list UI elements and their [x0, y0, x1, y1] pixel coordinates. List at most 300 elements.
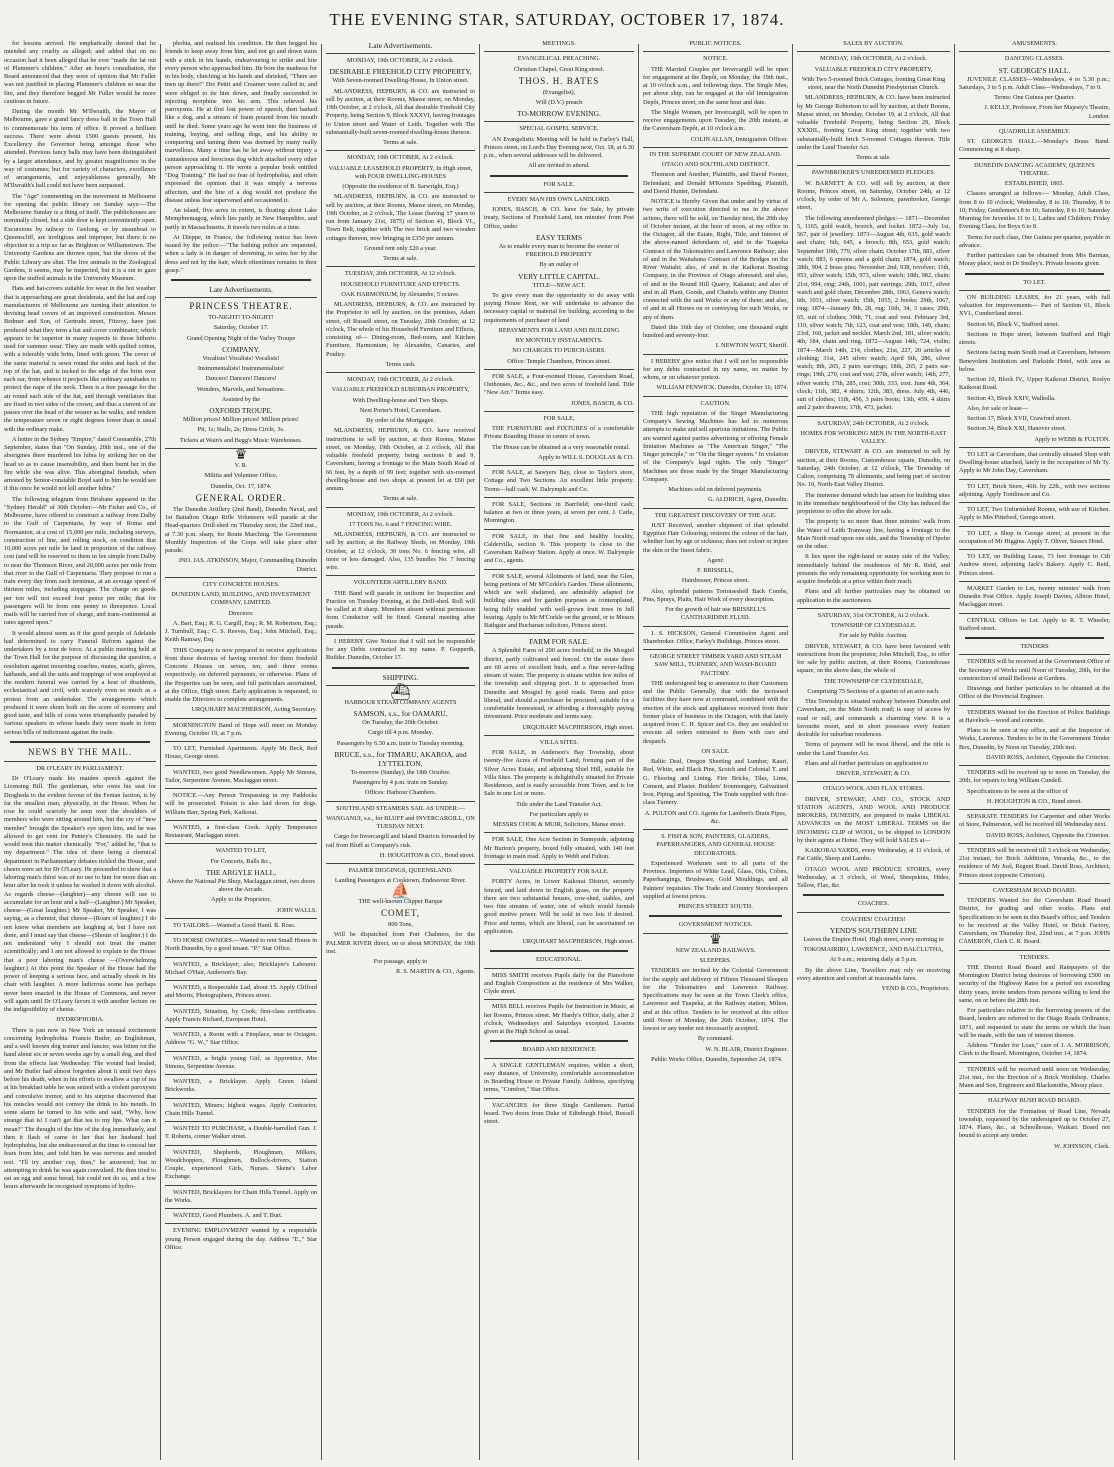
divider: [165, 820, 317, 821]
ad-body: A Splendid Farm of 200 acres freehold, in the Mosgiel district, partly cultivated and fenced. On the estate there are 60 acres of excellent bush, and a fine never-failing stream of water. The property is situate within few miles of the township and shipping port. It is approached from Dunedin and Mosgiel by good roads. Terms and price liberal, and should a purchaser be procured, suitable for a comfortable homestead, or affording a thoroughly paying investment. Price moderate and terms easy.: [484, 647, 634, 721]
ad-body: THIS Company is now prepared to receive applications from those desirous of having erected for them freehold Concrete Houses on seven, ten, and three rooms respectively, on deferred payments, or otherwise. Plans of the Properties can be seen, and full particulars ascertained, at the Office, High street. Early application is requested, to enable the Directors to complete arrangements.: [165, 646, 317, 703]
ad-title: VALUABLE FREEHOLD CITY PROPERTY,: [814, 65, 933, 73]
ad-line: Landing Passengers at Cooktown, Endeavour River.: [334, 877, 467, 885]
ad-title: S. FISH & SON, PAINTERS, GLAZIERS, PAPERHANGERS, AND GENERAL HOUSE DECORATORS.: [656, 833, 775, 857]
classified-ad: A SINGLE GENTLEMAN requires, within a short, easy distance, of University, comfortable accommodation in Boarding House or Private Family. Address, specifying terms, "Comfort," Star Office.: [484, 1061, 634, 1094]
subheading: HYDROPHOBIA.: [56, 1016, 104, 1024]
ad-body: This Township is situated midway between Dunedin and Caversham, on the Main South road; is easy of access by road or rail, and commands a charming view. It is a favourite resort, and in short possesses every feature desirable for suburban residences.: [797, 698, 950, 738]
ad-line: Passengers by 6.30 a.m. train to Tuesday morning.: [336, 739, 465, 747]
divider: [959, 549, 1110, 550]
ad-line: COMPANY.: [222, 344, 260, 354]
ad-line: V. R.: [234, 462, 248, 469]
classified-ad: ON BUILDING LEASES, for 21 years, with full valuation for improvements— Part of Section 61, Block XVI., Cumberland street.: [959, 293, 1110, 318]
divider: [165, 718, 317, 719]
ad-body: TENDERS Wanted for the Caversham Road Board District, for grading and other works. Plans and Specifications to be seen in this Board's office, and Tenders to be received at the Valley Hotel, or Brick Factory, Caversham, on Thursday first, 22nd inst., at 7 p.m. JOHN CAMERON, Clerk C. R. Board.: [959, 897, 1110, 946]
classified-ad: NOTICE.—Any Person Trespassing in my Paddocks will be prosecuted. Poison is also laid down for dogs. William Barr, Spring Park, Kaikorai.: [165, 792, 317, 816]
section-heading: TENDERS: [1020, 643, 1049, 650]
ad-line: As to enable every man to become the owner of FREEHOLD PROPERTY: [498, 242, 620, 258]
divider: [165, 1121, 317, 1122]
column-2: [161, 40, 321, 1460]
ad-body: THE Married Couples per Invercargill will be open for engagement at the Depôt, on Monday, the 19th inst., at 10 o'clock a.m., and following days. The Single Men, per above ship, can be engaged at the old Immigration Depôt, Princes street, on the same hour and date.: [643, 65, 788, 106]
ad-body: THE Band will parade in uniform for Inspection and Practice on Tuesday Evening, at the Drill-shed. Roll will be called at 8 sharp. Members absent without permission from Conductor will be fined. General meeting after parade.: [326, 589, 475, 630]
ad-body: Baltic Deal, Oregon Sheeting and Lumber, Kauri, Red, White, and Black Pine, Scotch and Colonial T. and G. Flooring and Lining. Fire Bricks, Tiles, Lime, Cement, and Plaster. Builders' Ironmongery, Galvanised Iron, Piping, and Spouting. The Trade supplied with first-class Turnery.: [643, 758, 788, 807]
ad-body: MLANDRESS, HEPBURN, & CO. are instructed to sell by auction, at the Railway Sheds, on Monday, 19th October, at 12 o'clock, 30 tons No. 6 fencing wire, all more or less damaged. Also, 135 bundles No. 7 fencing wire.: [326, 531, 475, 571]
divider: [797, 51, 950, 52]
classified-ad: MORNINGTON Band of Hope will meet on Monday Evening, October 19, at 7 p.m.: [165, 721, 317, 737]
ad-line: Saturday, October 17.: [213, 324, 269, 332]
ad-title: TOKOMAIRIRO, LAWRENCE, AND BALCLUTHA,: [803, 946, 944, 953]
divider: [484, 999, 634, 1000]
divider: [484, 1098, 634, 1099]
divider: [643, 829, 788, 830]
ad-line: Tickets at Wain's and Begg's Music Warehouses.: [179, 436, 303, 444]
classified-ad: Section 10, Block IV., Upper Kaikorai District, Roslyn Kaikorai Road.: [959, 376, 1110, 392]
ad-line: ON SALE.: [701, 747, 730, 755]
divider: [165, 843, 317, 844]
ad-signature: JNO. JAS. ATKINSON, Major, Commanding Dunedin District.: [178, 557, 317, 573]
divider: [490, 1040, 628, 1042]
ad-title: THE ARGYLE HALL,: [205, 867, 277, 877]
classified-ad: TO LET, Brick Store, 46ft. by 22ft., with two sections adjoining. Apply Tomlinson and Co.: [959, 482, 1110, 498]
ad-line: Comprising 75 Sections of a quarter of an acre each.: [807, 687, 940, 695]
ad-signature: Apply to WEBB & FULTON.: [1034, 435, 1110, 443]
divider: [326, 266, 475, 267]
column-5: [639, 40, 792, 1460]
divider: [484, 465, 634, 466]
classified-ad: WANTED, two good Needlewomen. Apply Mr Simons, Tailor, Serpentine Avenue, Maclaggan street.: [165, 768, 317, 784]
ad-line: F. BRISSELL,: [697, 567, 734, 574]
ad-title: CITY CONCRETE HOUSES.: [202, 580, 280, 588]
ad-title: COACHES! COACHES!: [841, 915, 906, 923]
ad-line: Terms at sale.: [383, 255, 418, 262]
ad-body: THE undersigned beg to announce to their Customers and the Public Generally, that with the increased facilities they have now at command, combined with the erection of the stock and appliances received from their former place of business in the Octagon, with that lately acquired from C. H. Spicer and Co. they are enabled to execute all orders entrusted to them with care and despatch.: [643, 679, 788, 745]
divider: [490, 950, 628, 952]
ad-line: At 9 a.m.; returning daily at 5 p.m.: [829, 956, 918, 964]
divider: [484, 633, 634, 634]
classified-ad: FOR SALE, in that fine and healthy locality, Caldervilla, section 9. This property is close to the Caversham Railway Station. Apply at once. W. Dalrymple and Co., agents.: [484, 532, 634, 565]
divider: [484, 497, 634, 498]
ad-title: EASY TERMS: [535, 232, 583, 242]
divider: [959, 705, 1110, 706]
ad-line: With Dwelling-house and Two Shops.: [352, 396, 449, 404]
article-paragraph: It would almost seem as if the good people of Adelaide had determined to carry Funeral Reform against the undertakers by a tour de force. At a public meeting held at the Town Hall for the purpose of discussing the question, a resolution against mourning coaches, mutes, scarfs, gloves, hatbands, and all the suits and trappings of woe employed at the modern funeral was carried by a host of dissidents, ecclesiastical and civil, with scarcely even so much as a protest from an undertaker. The arrangements which produced it were shorn both on the score of economy and good taste, and bills of costs were triumphantly paraded by various speakers in whose hands they were made to form serious bills of indictment against the trade.: [4, 629, 156, 736]
column-4: [480, 40, 638, 1460]
article-paragraph: Dr O'Leary made his maiden speech against the Licensing Bill. The gentleman, who owes his seat for Drogheda to the evident favour of the Fenian faction, is by far the smallest man, physically, in the House. When he rose he could scarcely be seen over the shoulders of members who were sitting around him, but the cry of "new member" brought the Speaker's eye upon him, and he was allowed to get vent for Pentey's Chemistry. He said he would treat this matter chemically. "For," added he, "that is my department." The idea of there being a chemical department in Parliamentary debates tickled the House, and cheers were set for Dr O'Leary. He proceeded to show that a laboring man's thirst was of no use to him for more than an hour after he took it unless he washed it down with alcohol. As regards cheese—(laughter)—any cheese will use to accumulate for an hour and a half—(Laughter.) Mr Speaker, cheese—(Great laughter.) Mr Speaker, Mr Speaker, I was saying, as a chemist, that cheese—(Roars of laughter.) I do not know what members are laughing at, but I have not done, and I must say that cheese—(Shouts of laughter.) I do not understand why I should not treat the matter scientifically; and I am not allowed to explain to the House that a poor laboring man's cheese —(Overwhelming laughter.) At this point the Speaker of the House had the power of keeping a serious face, and actually shook in his chair with laughter. A more ludicrous scene has perhaps never been enacted in the House of Commons, and never will again until Dr O'Leary favors it with another lecture on the indigestibility of cheese.: [4, 775, 156, 1013]
divider: [959, 158, 1110, 159]
ad-line: MONDAY, 19th OCTOBER, At 2 o'clock.: [819, 55, 928, 63]
ad-signature: WILLIAM FENWICK. Dunedin, October 16, 1874.: [656, 384, 788, 392]
ad-body: The Single Women, per Invercargill, will be open to receive engagements upon Tuesday, the 20th instant, at the Caversham Depôt, at 10 o'clock a.m.: [643, 108, 788, 133]
ad-line: For sale by Public Auction.: [839, 632, 908, 640]
column-6: [793, 40, 954, 1460]
divider: [165, 933, 317, 934]
ad-title: REPAYMENTS FOR LAND AND BUILDING: [498, 326, 620, 334]
ad-title: THE GREATEST DISCOVERY OF THE AGE.: [654, 511, 777, 519]
ad-body: THE high reputation of the Singer Manufacturing Company's Sewing Machines has led to numerous attempts to make and sell spurious imitations. The Public are warned against parties advertising or offering Female Imitation Machines as "The American Singer," "The Singer principle," or "On the Singer system." In violation of the Company's legal rights. The only "Singer" Machines are those made by the Singer Manufacturing Company.: [643, 409, 788, 483]
divider: [959, 51, 1110, 52]
ad-body: The property is no more than three minutes' walk from the Water of Leith Tramway line, having a frontage to the Main North road upon one side, and the Township of Opoho on the other.: [797, 518, 950, 550]
ad-body: THE FURNITURE and FIXTURES of a comfortable Private Boarding House in centre of town.: [484, 425, 634, 441]
ad-title: THOS. H. BATES: [518, 75, 600, 86]
ad-title: VALUABLE FREEHOLD SUBURBAN PROPERTY,: [331, 386, 470, 394]
article-paragraph: The following telegram from Brisbane appeared in the "Sydney Herald" of 30th October:—Mr Fisher and Co., of Melbourne, have offered to construct a railway from Dalby to the Gulf of Carpentaria, by way of Roma and Normanton, at a cost of 15,000 per mile, including surveys, construction of line, and rolling stock, on condition that 10,000 acres per mile be land in proportion of the railway cost (and will be reserved to them in fee simple from Dalby to near the Thomson River, and 20,000 acres per mile from that river to the Gulf of Carpentaria. They propose to run a train every day from each terminus, at an average speed of thirteen miles, including stoppages. The charge on goods per ton will not exceed four pence per mile; that for passengers will be from one penny to threepence. Local mails will be carried free of charge, and trans-continental at rates agreed upon.": [4, 495, 156, 627]
ad-title: SPECIAL GOSPEL SERVICE.: [519, 125, 599, 133]
classified-ad: I HEREBY Give Notice that I will not be responsible for any Debts contracted in my name. P. Gopperth, Builder. Dunedin, October 17.: [326, 637, 475, 662]
ad-line: With Seven-roomed Dwelling-House, In Union street.: [332, 77, 469, 85]
ad-line: THE well-known Clipper Barque: [358, 897, 443, 905]
divider: [797, 912, 950, 913]
divider: [10, 741, 150, 743]
divider: [643, 354, 788, 355]
ad-line: NO CHARGES TO PURCHASERS.: [512, 347, 606, 355]
divider: [165, 297, 317, 298]
ad-line: Agent:: [706, 556, 725, 564]
ad-line: (Opposite the residence of B. Sarwright, Esq.): [342, 183, 459, 190]
ad-line: By an outlay of: [539, 261, 579, 269]
ad-signature: I. NEWTON WATT, Sheriff.: [715, 342, 788, 350]
ad-title: SAMSON, s.s., for OAMARU,: [353, 709, 448, 718]
classified-ad: FOR SALE, at Sawyers Bay, close to Taylor's store, Cottage and Two Sections. An excellent little property. Terms—half cash. W. Dalrymple and Co.: [484, 469, 634, 493]
divider: [326, 801, 475, 802]
divider: [165, 1074, 317, 1075]
ad-line: Title under the Land Transfer Act.: [516, 800, 602, 808]
divider: [326, 372, 475, 373]
divider: [959, 883, 1110, 884]
ad-title: HOUSEHOLD FURNITURE AND EFFECTS.: [340, 280, 461, 288]
divider: [965, 637, 1104, 639]
divider: [165, 980, 317, 981]
article-paragraph: At Dieppe, in France, the following notice has been issued by the police:—"The bathing police are requested, when a lady is in danger of drowning, to seize her by the dress and not by the hair, which oftentimes remains in their grasp.": [165, 233, 317, 274]
ad-signature: H. HOUGHTON & CO., Bond street.: [379, 851, 475, 859]
ad-line: TUESDAY, 20th OCTOBER, At 12 o'clock.: [344, 270, 457, 278]
divider: [643, 626, 788, 627]
article-paragraph: for lessons arrived. He emphatically denied that he intended any cruelty as alleged; and added that on no occasion had it been alleged that he ever "made the fat out of Plummer's children." After an hour's consultation, the Board announced that they were of opinion that Mr Fuller was not justified in placing Plummer's children so near the fire, and they therefore begged Mr Fuller would be more cautious in future.: [4, 40, 156, 105]
divider: [165, 1145, 317, 1146]
ad-line: By command.: [697, 1035, 734, 1043]
divider: [165, 1004, 317, 1005]
ad-line: Million prices! Million prices! Million prices!: [183, 416, 299, 423]
section-heading: SALES BY AUCTION.: [843, 40, 904, 47]
ad-line: Terms at sale.: [383, 139, 418, 146]
ad-body: THE District Road Board and Ratepayers of the Mornington District being desirous of borrowing £500 on security of the Highway Rates for a period not exceeding thirty years, invite tenders from persons willing to lend the same, on or before the 28th inst.: [959, 963, 1110, 1004]
classified-ad: Section 43, Block XXIV, Walholla.: [967, 394, 1056, 402]
ad-signature: DAVID ROSS, Architect, Opposite the Criterion.: [985, 831, 1110, 839]
ad-title: IN THE SUPREME COURT OF NEW ZEALAND.: [649, 150, 782, 158]
divider: [326, 53, 475, 54]
classified-ad: TO HORSE OWNERS.—Wanted to rent Small House in North Dunedin, by a good tenant. "P." Star Office.: [165, 937, 317, 953]
ad-body: Address "Tender for Loan," care of J. A. MORRISON, Clerk to the Board. Mornington, October 14, 1874.: [959, 1042, 1110, 1058]
divider: [797, 416, 950, 417]
classified-ad: WANTED, a Room with a Fireplace, near to Octagon. Address "G. W.," Star Office.: [165, 1031, 317, 1047]
ad-line: Ground rent only £20 a year.: [364, 244, 437, 252]
ad-line: WANGANUI, s.s., for BLUFF and INVERCARGILL, ON TUESDAY NEXT.: [326, 814, 475, 830]
steamship-icon: ⛴: [390, 683, 411, 701]
classified-ad: MISS BELL receives Pupils for Instruction in Music, at her Rooms, Princes street. Mr Hardy's Office, daily, after 2 o'clock, Wednesdays and Saturdays excepted. Lessons given at the High School as usual.: [484, 1003, 634, 1035]
ad-line: TITLE—NEW ACT.: [532, 281, 586, 289]
ad-body: Specifications to be seen at the office of: [967, 787, 1068, 795]
ad-line: Passengers by 4 p.m. train on Sunday.: [352, 779, 449, 786]
ad-signature: DAVID ROSS, Architect, Opposite the Criterion.: [985, 753, 1110, 761]
ad-body: TENDERS will be received up to noon on Tuesday, the 20th, for repairs to brig William Cundell.: [959, 769, 1110, 785]
divider: [165, 1208, 317, 1209]
classified-ad: TO LET, Two Unfurnished Rooms, with use of Kitchen. Apply to Mrs Pitteford, George street.: [959, 506, 1110, 522]
ad-title: HOMES FOR WORKING MEN IN THE NORTH-EAST VALLEY.: [800, 429, 947, 445]
article-paragraph: During the month Mr M'Ilwraith, the Mayor of Melbourne, gave a grand fancy dress ball in the Town Hall to commemorate his term of office. It proved a brilliant success. There were about 1500 guests present, his Excellency the Governor being amongst those who attended. Previous fancy balls may have been distinguished by a larger attendance, and by greater magnificence in the way of costumes; but for variety of characters, excellence of arrangements, and enjoyableness generally, Mr M'Ilwraith's ball could not have been surpassed.: [4, 108, 156, 190]
divider: [165, 918, 317, 919]
ad-body: It lies upon the right-hand or sunny side of the Valley, immediately behind the residences of Mr R. Reid, and presents the only remaining opportunity for working men to acquire freeholds at a price within their reach.: [797, 553, 950, 585]
ad-body: Drawings and further particulars to be obtained at the Office of the Provincial Engineer.: [959, 685, 1110, 701]
ad-body: DRIVER, STEWART, & CO. have been favoured with instructions from the proprietor, John Mitchell, Esq., to offer for sale by public auction, at their Rooms, Customhouse square, on the above date, the whole of: [797, 642, 950, 675]
ad-title: ST. GEORGE'S HALL.: [998, 65, 1071, 75]
ad-line: TO-NIGHT! TO-NIGHT!: [208, 314, 274, 321]
ad-line: Pit, 1s; Stalls, 2s; Dress Circle, 3s.: [197, 426, 285, 434]
ad-line: Next Porter's Hotel, Caversham.: [359, 406, 442, 414]
ad-body: MLANDRESS, HEPBURN, & CO. have received instructions to sell by auction, at their Rooms, Manse street, on Monday, 19th October, at 2 o'clock, All that valuable freehold property, being sections 8 and 9, Caversham, having a frontage to the Main South Road of 66 feet, by a depth of 99 feet; together with six-roomed dwelling-house and two shops at present let at £60 per annum.: [326, 427, 475, 492]
classified-ad: WANTED, a first-class Cook. Apply Temperance Restaurant, Maclaggan street.: [165, 823, 317, 839]
ad-body: MLANDRESS, HEPBURN, & CO. are instructed to sell by auction, at their Rooms, Manse street, on Monday, 19th October, at 2 o'clock, All that desirable Freehold City Property, being Section 9, Block XXXVI, having frontages to Union street and Water of Leith. Together with The substantially-built seven-roomed dwelling-house thereon.: [326, 87, 475, 136]
divider: [165, 741, 317, 742]
ad-body: DRIVER, STEWART & CO. are instructed to sell by auction, at their Rooms, Customhouse square, Dunedin, on Saturday, 24th October, at 12 o'clock, The Township of Calton, comprising 78 allotments, and being part of section No. 10, North-East Valley District.: [797, 448, 950, 489]
ad-signature: W. N. BLAIR, District Engineer.: [705, 1045, 788, 1053]
divider: [959, 809, 1110, 810]
ad-body: TENDERS Wanted for the Erection of Police Buildings at Havelock—wood and concrete.: [959, 708, 1110, 724]
ad-title: GEORGE STREET TIMBER YARD AND STEAM SAW MILL, TURNERY, AND WASH-BOARD FACTORY.: [649, 653, 782, 677]
divider: [959, 502, 1110, 503]
ad-title: HARBOUR STEAM COMPANY AGENTS: [344, 698, 457, 706]
classified-ad: WANTED, a Bricklayer. Apply Green Island Brickworks.: [165, 1078, 317, 1094]
classified-ad: FOR SALE, a Four-roomed House, Caversham Road, Outhouses, &c., &c., and two acres of freehold land. Title "New Act." Terms easy.: [484, 372, 634, 397]
ad-title: CAVERSHAM ROAD BOARD.: [992, 886, 1077, 894]
ad-signature: URQUHART MACPHERSON, High street.: [522, 938, 634, 945]
divider: [484, 51, 634, 52]
section-heading: NEWS BY THE MAIL.: [28, 746, 132, 757]
ad-body: The following unredeemed pledges:— 1871—December 5, 1165, gold watch, brooch, and locket. 1872—July 1st, 567, pair of jewellery. 1873—August 4th, 635, gold watch and chain; 6th, 645, a brooch; 8th, 653, gold watch; September 10th, 779, silver chain; October 17th, 881, silver watch; 883, 6 spoons and a gold chain; 1874, gold watch; 28th, 904, 2 brass pins; November 2nd, 938, revolver; 11th, 953, silver watch; 15th, 973, silver watch; 18th, 982, chain; 21st, 994, ring; 24th, 1001, pair earrings; 29th, 1017, silver watch and gold chain; December 28th, 1063, Geneva watch; 6th, 1031, silver watch; 15th, 1055, 2 books; 29th, 1067, ring; 1874—January 9th, 28, rug; 16th, 34, 3 cases; 29th, 65, suit of clothes; 30th, 71, coat and vest. February 3rd, 110, silver watch; 7th, 123, coat and vest; 18th, 149, chain; 23rd, 160, jacket and necklet. March 2nd, 181, silver watch; 4th, 184, chain and ring. 1872—August 14th, 724, violin; 1874—March 14th, 214, clothes; 21st, 227, 20 articles of clothing; 31st, 245 silver watch; April 9th, 286, silver watch; 8th, 265, 2 pairs ear-rings; 18th, 265, 2 pairs ear-rings; 19th, 270, coat and vest; 27th, silver watch; 14th, 277, silver watch; 17th, 285, cost; 30th, 333, cost. June 4th, 364, clock; 11th, 382, 4 shirts; 12th, 383, dress. July 4th, 446, suit of clothes; 11th, 456, 3 pairs boots; 13th, 459, 4 shirts and 2 pairs drawers; 17th, 473, jacket.: [797, 214, 950, 412]
classified-ad: Section 17, Block XVII, Crawford street.: [967, 415, 1071, 422]
ad-body: W. BARNETT & CO. will sell by auction, at their Rooms, Princes street, on Saturday, October 24th, at 12 o'clock, by order of Mr A. Solomon, pawnbroker, George street,: [797, 179, 950, 212]
ad-line: Militia and Volunteer Office,: [204, 472, 278, 480]
classified-ad: Section 66, Block V., Stafford street.: [967, 320, 1060, 328]
divider: [484, 369, 634, 370]
royal-crest-icon: ♛: [709, 932, 722, 948]
ad-title: QUADRILLE ASSEMBLY.: [999, 127, 1070, 135]
section-heading: SHIPPING.: [382, 672, 419, 682]
divider: [959, 1093, 1110, 1094]
section-heading: EDUCATIONAL.: [536, 956, 582, 964]
ad-signature: Apply to WILL S. DOUGLAS & CO.: [538, 453, 634, 461]
divider: [165, 577, 317, 578]
ad-title: VALUABLE PROPERTY FOR SALE.: [509, 868, 609, 875]
divider: [165, 1027, 317, 1028]
divider: [959, 447, 1110, 448]
ad-body: Plans to be seen at my office, and at the Inspector of Works, Lawrence. Tenders to be in the Government Tender Box, Dunedin, by Noon on Tuesday, 20th inst.: [959, 727, 1110, 751]
ad-body: KAIKORAI YARDS, every Wednesday, at 11 o'clock, of Fat Cattle, Sheep and Lambs.: [797, 847, 950, 863]
divider: [959, 290, 1110, 291]
classified-ad: WANTED, Miners; highest wages. Apply Contractor, Chain Hills Tunnel.: [165, 1101, 317, 1117]
divider: [959, 950, 1110, 951]
ad-line: For Concerts, Balls &c.,: [210, 857, 272, 865]
section-heading: GOVERNMENT NOTICES.: [678, 921, 753, 929]
classified-ad: Sections in Hope street, between Stafford and High streets.: [959, 330, 1110, 346]
ad-line: ESTABLISHED, 1865.: [1004, 180, 1065, 187]
ad-title: CAUTION.: [700, 399, 731, 407]
ad-body: Plans and all further particulars may be obtained on application to the auctioneers.: [797, 588, 950, 604]
divider: [959, 1062, 1110, 1063]
ad-body: A. Bart, Esq.; R. G. Cargill, Esq.; R. M. Robertson, Esq.; J. Turnbull, Esq.; C. S. Reeves, Esq.; John Mitchell, Esq.; Keith Ramsay, Esq.: [165, 619, 317, 644]
divider: [797, 781, 950, 782]
ad-body: JUST Received, another shipment of that splendid Egyptian Hair Colouring; restores the colour of the hair, whether lost by age or sickness; does not colour or injure the skin or the finest fabric.: [643, 521, 788, 554]
classified-ad: WANTED, a Respectable Lad, about 15. Apply Clifford and Morris, Photographers, Princes street.: [165, 984, 317, 1000]
divider: [484, 1058, 634, 1059]
section-heading: Late Advertisements.: [209, 285, 273, 294]
ad-title: PAWNBROKER'S UNREDEEMED PLEDGES.: [811, 169, 936, 177]
ad-body: The Dunedin Artillery (2nd Band), Dunedin Naval, and 1st Battalion Otago Rifle Volunteers will parade at the Head-quarters Drill-shed on Thursday next, the 22nd inst., at 7.30 p.m. sharp, for Route Marching. The Government Monthly Inspection of the Corps will take place after parade.: [165, 505, 317, 554]
ad-title: DUNEDIN LAND, BUILDING, AND INVESTMENT COMPANY, LIMITED.: [171, 591, 311, 607]
ad-line: Will (D.V.) preach: [535, 99, 583, 106]
section-heading: MEETINGS.: [542, 40, 576, 47]
divider: [165, 765, 317, 766]
ad-title: NEW ZEALAND RAILWAYS.: [675, 946, 756, 954]
ad-body: MLANDRESS, HEPBURN, & CO. have been instructed by Mr George Robertson to sell by auction, at their Rooms, Manse street, on Monday, October 19, at 2 o'clock, All that valuable Freehold Property, being Section 29, Block XXXIII., fronting Great King street; together with two substantially-built brick 5-roomed Cottages thereon. Title under the Land Transfer Act.: [797, 94, 950, 151]
divider: [326, 575, 475, 576]
article-paragraph: Hats and hat-covers suitable for wear in the hot weather that is approaching are great desiderata, and the hat and cap manufacturers of Melbourne are turning their attention to devising head covers of an improved construction. Messrs Bedmer and Son, of Gertrude street, Fitzroy, have just produced what they term a hat and cover combinator, which appears to be superior in many respects to those hitherto used for summer wear. They are made with quilted cotton, with a tolerably wide brim, lined with green. The cover of the same material is sewn round the sides and back of the top of the hat, and is tucked to the edge of the brim over each ear, from whence it projects like ordinary sunshades to protect the nape of the neck. There is a free passage for the air round each side of the hat, and through ventilators that are fixed in two sides of the crown, and thus a current of air passes over the head of the wearer as he walks, and renders the temperature seven or eight degrees lower than is usual with the ordinary make.: [4, 285, 156, 433]
ad-body: The immense demand which has arisen for building sites in the immediate neighbourhood of the City has induced the proprietors to offer the above for sale.: [797, 491, 950, 515]
classified-ad: FOR SALE, Sections in Barrfield; one-third cash; balance at two or three years, at seven per cent. J. Carle, Mornington.: [484, 500, 634, 525]
ad-body: Will be dispatched from Port Chalmers, for the PALMER RIVER direct, on or about MONDAY, the 19th inst.: [326, 931, 475, 955]
ad-title: 17 TONS No. 6 and 7 FENCING WIRE.: [348, 520, 453, 528]
ad-body: Thomson and Another, Plaintiffs, and David Forster, Defendant; and Donald M'Kenzie Spedding, Plaintiff, and David Hunter, Defendant.: [643, 171, 788, 195]
ad-line: For particulars apply to: [529, 810, 589, 818]
section-heading: COACHES.: [858, 900, 889, 908]
classified-ad: Sections facing main South road at Caversham, between Benevolent Institution and Parkside Hotel, with area as below.: [959, 349, 1110, 373]
ad-line: MONDAY, 19th OCTOBER, At 2 o'clock.: [346, 57, 455, 64]
ad-signature: DRIVER, STEWART, & CO.: [836, 770, 911, 777]
divider: [484, 529, 634, 530]
ad-signature: H. HOUGHTON & CO., Bond street.: [986, 797, 1083, 805]
article-paragraph: An island, five acres in extent, is floating about Lake Memphremagog, which lies partly in New Hampshire, and partly in Massachusetts. It travels two miles at a time.: [165, 207, 317, 231]
ad-line: Above the National Pie Shop, Maclaggan street, two doors above the Arcade.: [167, 877, 315, 893]
ad-line: Machines sold on deferred payments.: [668, 486, 763, 493]
ad-signature: G. ALDRICH, Agent, Dunedin.: [708, 496, 788, 504]
ad-title: PRINCESS THEATRE.: [189, 301, 293, 311]
ad-signature: URQUHART MACPHERSON, Acting Secretary.: [191, 706, 317, 714]
divider: [165, 1051, 317, 1052]
ad-line: WANTED TO LET,: [215, 847, 267, 855]
divider: [165, 1223, 317, 1224]
ad-line: Leaves the Empire Hotel, High street, every morning to: [803, 935, 944, 943]
ad-signature: A. PULTON and CO. Agents for Lambert's Drain Pipes, &c.: [644, 809, 787, 825]
ad-line: Vocalists! Vocalists! Vocalists!: [202, 354, 280, 362]
ad-line: (Evangelist),: [542, 88, 576, 96]
classified-ad: TO LET at Caversham, that centrally situated Shop with Dwelling-house attached, lately in the occupation of Mr Ty. Apply to Mr John Day, Caversham.: [959, 450, 1110, 475]
divider: [797, 608, 950, 609]
ad-line: Cargo till 4 p.m. Monday.: [367, 729, 434, 737]
ad-line: By order of the Mortgagee.: [366, 417, 435, 424]
ad-line: MONDAY, 19th OCTOBER, At 2 o'clock.: [346, 376, 455, 383]
ad-signature: URQUHART MACPHERSON, High street.: [522, 723, 634, 731]
ad-line: Christian Chapel, Great King street.: [513, 65, 605, 73]
ad-body: ST. GEORGE'S HALL.—Monday's Brass Band. Commencing at 8 sharp.: [959, 138, 1110, 154]
ad-line: BY MONTHLY INSTALMENTS.: [515, 337, 603, 344]
ad-title: FARM FOR SALE.: [529, 637, 589, 647]
ad-line: PRINCES STREET SOUTH.: [678, 903, 753, 910]
divider: [332, 667, 469, 669]
divider: [165, 1185, 317, 1186]
divider: [490, 175, 628, 177]
divider: [643, 396, 788, 397]
classified-ad: TO LET, Furnished Apartments. Apply Mr Beck, Red House, George street.: [165, 745, 317, 761]
ad-line: Terms: One Guinea per Quarter.: [994, 94, 1075, 101]
ad-body: The House can be obtained at a very reasonable rental.: [492, 443, 630, 451]
divider: [643, 508, 788, 509]
classified-ad: FOR SALE, several Allotments of land, near the Glen, being portions of Mr M'Corkle's Garden. These allotments, which are well sheltered, are admirably adapted for building sites and for garden purposes as contemplated, being fully studded with well-grown fruit trees in full bearing. Apply to Mr M'Corkle on the ground, or to Messrs Bathgate and Buchanan solicitors, Princes street.: [484, 572, 634, 629]
ad-line: Grand Opening Night of the Varley Troupe: [186, 334, 296, 342]
ad-body: JONES, BASCH, & CO. have for Sale, by private treaty, Sections of Freehold Land, ten minutes' from Post Office, under: [484, 206, 634, 230]
ad-body: Classes arranged as follows:— Monday, Adult Class, from 8 to 10 o'clock; Wednesday, 8 to 10; Thursday, 8 to 10; Friday, Gentlemen's 8 to 10; Saturday, 8 to 10; Saturday Morning for Juveniles 11 to 1; Ladies and Children; Friday Evening Class, for Boys 6 to 8.: [959, 190, 1110, 231]
ad-title: DUNEDIN DANCING ACADEMY, QUEEN'S THEATRE.: [974, 161, 1095, 177]
divider: [959, 654, 1110, 655]
ad-line: SATURDAY, 24th OCTOBER, At 2 o'clock.: [817, 419, 930, 427]
ad-body: MLANDRESS, HEPBURN, & CO. are instructed to sell by auction, at their Rooms, Manse street, on Monday, 19th October, at 2 o'clock, The Lease (having 17 years to run from January 21st, 1875) of Section 41, Block VI., Town Belt, together with The two brick and two wooden cottages thereon, now bringing in £350 per annum.: [326, 193, 475, 242]
divider: [484, 968, 634, 969]
ad-line: Terms at sale.: [856, 154, 891, 161]
classified-ad: WANTED, Situation, by Cook; first-class certificates. Apply Francis Richard, European Hotel.: [165, 1007, 317, 1023]
ad-body: OTAGO WOOL AND PRODUCE STORES, every Wednesday, at 3 o'clock, of Wool, Sheepskins, Hides, Tallow, Flax, &c.: [797, 865, 950, 889]
ad-title: OTAGO AND SOUTHLAND DISTRICT.: [661, 161, 770, 168]
ad-body: Further particulars can be obtained from Mrs Barman, Moray place, next to Dr Smiley's. Private lessons given.: [959, 252, 1110, 268]
ad-signature: W. JOHNSON, Clerk.: [1054, 1142, 1110, 1150]
classified-ad: WANTED, a bright young Girl, as Apprentice. Mrs Simons, Serpentine Avenue.: [165, 1054, 317, 1070]
classified-ad: EVENING EMPLOYMENT wanted by a respectable young Person engaged during the day. Address "E.," Star Office.: [165, 1227, 317, 1251]
ad-body: Experienced Workmen sent to all parts of the Province. Importers of White Lead, Glass, Oils, Colors, Paperhangings, Brushware, Gold Mouldings, and all Painters' requisites. The Trade and Country Storekeepers supplied at lowest prices.: [643, 859, 788, 900]
ad-body: TENDERS will be received till 3 o'clock on Wednesday, 21st instant, for Brick Additions, Veranda, &c., to the residence of Mr Joel, Regent Road. David Ross, Architect, Princes street (opposite Criterion).: [959, 846, 1110, 879]
column-3: [322, 40, 479, 1460]
classified-ad: TO TAILORS.—Wanted a Good Hand. R. Ross.: [173, 921, 296, 929]
ad-title: VERY LITTLE CAPITAL.: [518, 271, 600, 281]
ad-line: Dancers! Dancers! Dancers!: [205, 375, 277, 383]
ad-title: VALUABLE LEASEHOLD PROPERTY, In High street, with FOUR DWELLING-HOUSES: [328, 164, 473, 180]
sailing-ship-icon: ⛵: [390, 882, 411, 900]
ad-title: OTAGO WOOL AND FLAX STORES.: [822, 785, 924, 793]
ad-title: SOUTHLAND STEAMERS SAIL AS UNDER:—: [336, 804, 465, 812]
divider: [797, 165, 950, 166]
classified-ad: VACANCIES for three Single Gentlemen. Partial board. Two doors from Duke of Edinburgh Hotel, Russell street.: [484, 1101, 634, 1125]
ad-line: All are invited to attend.: [528, 162, 590, 170]
divider: [484, 192, 634, 193]
ad-title: NOTICE.: [703, 55, 728, 63]
section-heading: TO LET.: [1023, 278, 1046, 286]
classified-ad: TO LET, on Building Lease, 73 feet frontage to Cth Andrew street, adjoining Jack's Bakery. Apply C. Reid, Princes street.: [959, 553, 1110, 577]
ad-title: TOWNSHIP OF CLYDESDALE.: [830, 622, 917, 629]
ad-line: Directors:: [228, 609, 254, 617]
classified-ad: WANTED, Good Plumbers. A. and T. Burt.: [173, 1212, 283, 1219]
column-7: [955, 40, 1114, 1460]
divider: [326, 150, 475, 151]
divider: [484, 411, 634, 412]
ad-line: OAK HARMONIUM, by Alexandre, 5 octave.: [341, 290, 460, 298]
divider: [171, 279, 311, 281]
ad-line: MONDAY, 19th OCTOBER, At 2 o'clock.: [346, 154, 455, 162]
ad-body: SEPARATE TENDERS for Carpenter and other Works of Store, Palmerston, will be received till Wednesday next.: [959, 813, 1110, 829]
classified-ad: MISS SMITH receives Pupils daily for the Pianoforte and English Composition at the residence of Mrs Walker, Clyde street.: [484, 971, 634, 995]
ad-title: VILLA SITES.: [539, 738, 579, 746]
ad-line: Public Works Office, Dunedin, September 24, 1874.: [651, 1055, 783, 1063]
divider: [965, 273, 1104, 275]
ad-line: On Tuesday, the 20th October.: [362, 719, 439, 726]
ad-line: 800 Tons,: [388, 921, 413, 928]
column-1: [0, 40, 160, 1460]
ad-line: For the growth of hair use BRISSELL'S CANTHARIDINE FLUID.: [665, 606, 766, 622]
divider: [484, 735, 634, 736]
